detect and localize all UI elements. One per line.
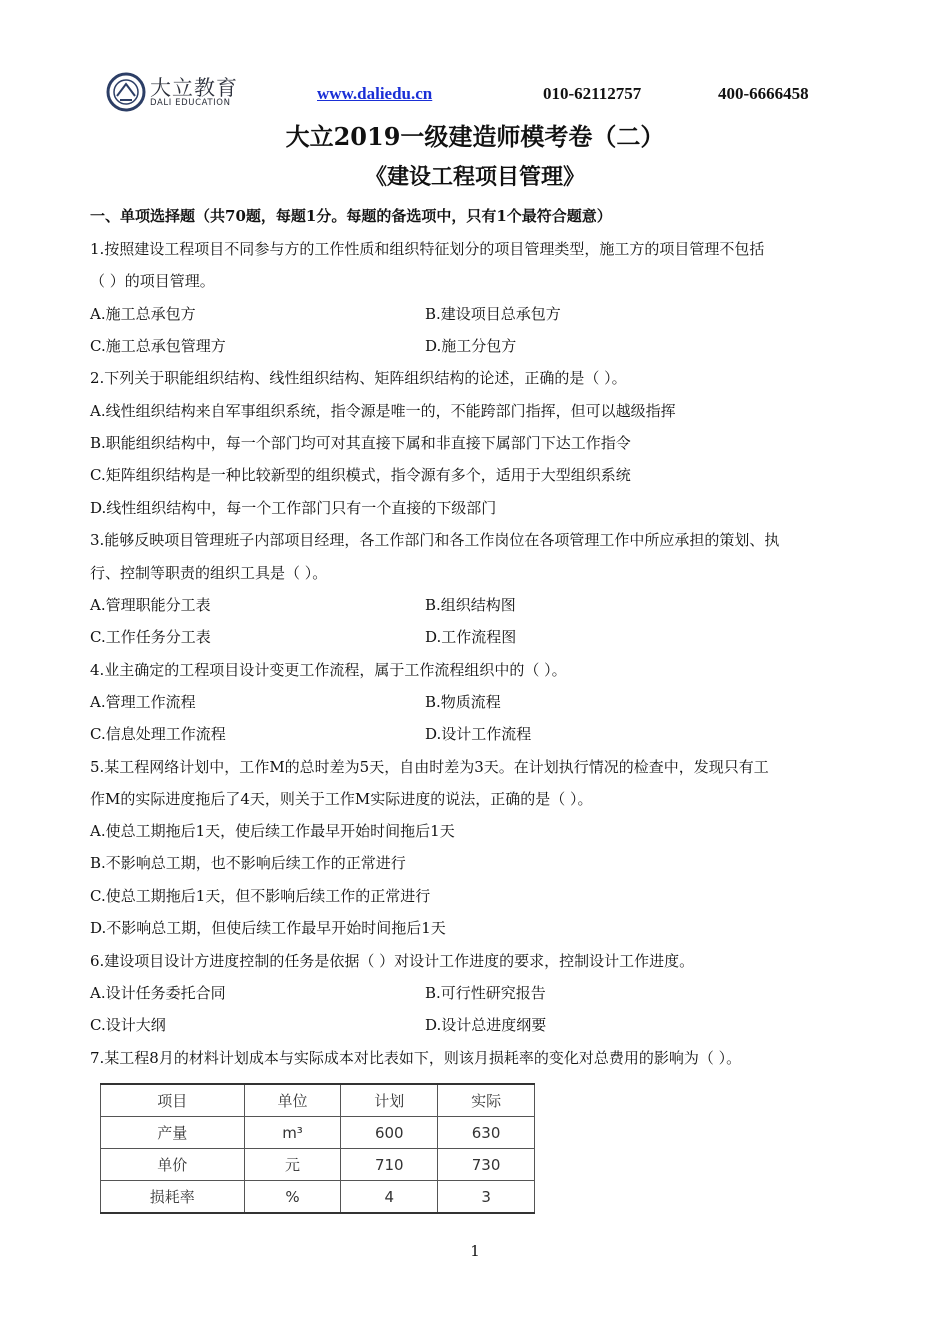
section-heading: 一、单项选择题（共70题，每题1分。每题的备选项中，只有1个最符合题意） xyxy=(90,207,612,225)
question-1-option-d: D.施工分包方 xyxy=(425,337,517,355)
question-2-option-b: B.职能组织结构中，每一个部门均可对其直接下属和非直接下属部门下达工作指令 xyxy=(90,434,631,452)
question-3-stem-cont: 行、控制等职责的组织工具是（ ）。 xyxy=(90,564,328,582)
table-header-row xyxy=(101,1084,535,1117)
question-4-option-a: A.管理工作流程 xyxy=(90,693,196,711)
question-4-option-b: B.物质流程 xyxy=(425,693,501,711)
question-3-option-a: A.管理职能分工表 xyxy=(90,596,211,614)
table-cell: 计划 xyxy=(341,1084,438,1117)
question-6-stem: 6.建设项目设计方进度控制的任务是依据（ ）对设计工作进度的要求，控制设计工作进度。 xyxy=(90,952,695,970)
question-5-option-b: B.不影响总工期，也不影响后续工作的正常进行 xyxy=(90,854,406,872)
cost-comparison-table xyxy=(100,1083,535,1214)
website-link[interactable]: www.daliedu.cn xyxy=(317,84,433,103)
question-2-stem: 2.下列关于职能组织结构、线性组织结构、矩阵组织结构的论述，正确的是（ ）。 xyxy=(90,369,627,387)
question-6-option-d: D.设计总进度纲要 xyxy=(425,1016,547,1034)
question-5-stem: 5.某工程网络计划中，工作M的总时差为5天，自由时差为3天。在计划执行情况的检查中，发现只有工 xyxy=(90,758,769,776)
table-row xyxy=(101,1149,535,1181)
question-4-option-c: C.信息处理工作流程 xyxy=(90,725,226,743)
question-4-option-d: D.设计工作流程 xyxy=(425,725,532,743)
question-5-option-a: A.使总工期拖后1天，使后续工作最早开始时间拖后1天 xyxy=(90,822,455,840)
dali-logo xyxy=(106,70,246,116)
table-cell: 产量 xyxy=(101,1117,245,1149)
dali-seal-icon xyxy=(106,70,146,116)
question-3-option-c: C.工作任务分工表 xyxy=(90,628,211,646)
table-cell: 3 xyxy=(438,1181,535,1214)
question-2-option-c: C.矩阵组织结构是一种比较新型的组织模式，指令源有多个，适用于大型组织系统 xyxy=(90,466,631,484)
table-cell: 600 xyxy=(341,1117,438,1149)
question-2-option-a: A.线性组织结构来自军事组织系统，指令源是唯一的，不能跨部门指挥，但可以越级指挥 xyxy=(90,402,676,420)
question-1-option-a: A.施工总承包方 xyxy=(90,305,196,323)
table-cell: 4 xyxy=(341,1181,438,1214)
logo-name: 大立教育 xyxy=(150,76,238,100)
question-3-option-d: D.工作流程图 xyxy=(425,628,517,646)
table-cell: 单价 xyxy=(101,1149,245,1181)
table-cell: 实际 xyxy=(438,1084,535,1117)
question-2-option-d: D.线性组织结构中，每一个工作部门只有一个直接的下级部门 xyxy=(90,499,497,517)
table-cell: 710 xyxy=(341,1149,438,1181)
phone-number-1: 010-62112757 xyxy=(543,84,642,103)
exam-subtitle: 《建设工程项目管理》 xyxy=(364,164,585,190)
question-1-option-b: B.建设项目总承包方 xyxy=(425,305,561,323)
question-6-option-b: B.可行性研究报告 xyxy=(425,984,546,1002)
table-cell: 630 xyxy=(438,1117,535,1149)
question-1-stem: 1.按照建设工程项目不同参与方的工作性质和组织特征划分的项目管理类型，施工方的项目管理不包括 xyxy=(90,240,765,258)
question-5-option-d: D.不影响总工期，但使后续工作最早开始时间拖后1天 xyxy=(90,919,446,937)
question-5-stem-cont: 作M的实际进度拖后了4天，则关于工作M实际进度的说法，正确的是（ ）。 xyxy=(90,790,593,808)
table-cell: m³ xyxy=(244,1117,341,1149)
page-number: 1 xyxy=(470,1242,480,1260)
table-cell: % xyxy=(244,1181,341,1214)
question-5-option-c: C.使总工期拖后1天，但不影响后续工作的正常进行 xyxy=(90,887,431,905)
question-1-stem-cont: （ ）的项目管理。 xyxy=(90,272,215,290)
table-cell: 730 xyxy=(438,1149,535,1181)
question-4-stem: 4.业主确定的工程项目设计变更工作流程，属于工作流程组织中的（ ）。 xyxy=(90,661,567,679)
question-3-option-b: B.组织结构图 xyxy=(425,596,516,614)
question-7-stem: 7.某工程8月的材料计划成本与实际成本对比表如下，则该月损耗率的变化对总费用的影响为（ ）。 xyxy=(90,1049,742,1067)
table-row xyxy=(101,1117,535,1149)
table-row xyxy=(101,1181,535,1214)
exam-title: 大立2019一级建造师模考卷（二） xyxy=(285,122,665,151)
question-6-option-a: A.设计任务委托合同 xyxy=(90,984,226,1002)
phone-number-2: 400-6666458 xyxy=(718,84,809,103)
table-cell: 损耗率 xyxy=(101,1181,245,1214)
table-cell: 单位 xyxy=(244,1084,341,1117)
table-cell: 元 xyxy=(244,1149,341,1181)
table-cell: 项目 xyxy=(101,1084,245,1117)
question-1-option-c: C.施工总承包管理方 xyxy=(90,337,226,355)
question-6-option-c: C.设计大纲 xyxy=(90,1016,166,1034)
logo-subtitle: DALI EDUCATION xyxy=(150,98,231,108)
question-3-stem: 3.能够反映项目管理班子内部项目经理，各工作部门和各工作岗位在各项管理工作中所应承担的策划、执 xyxy=(90,531,780,549)
